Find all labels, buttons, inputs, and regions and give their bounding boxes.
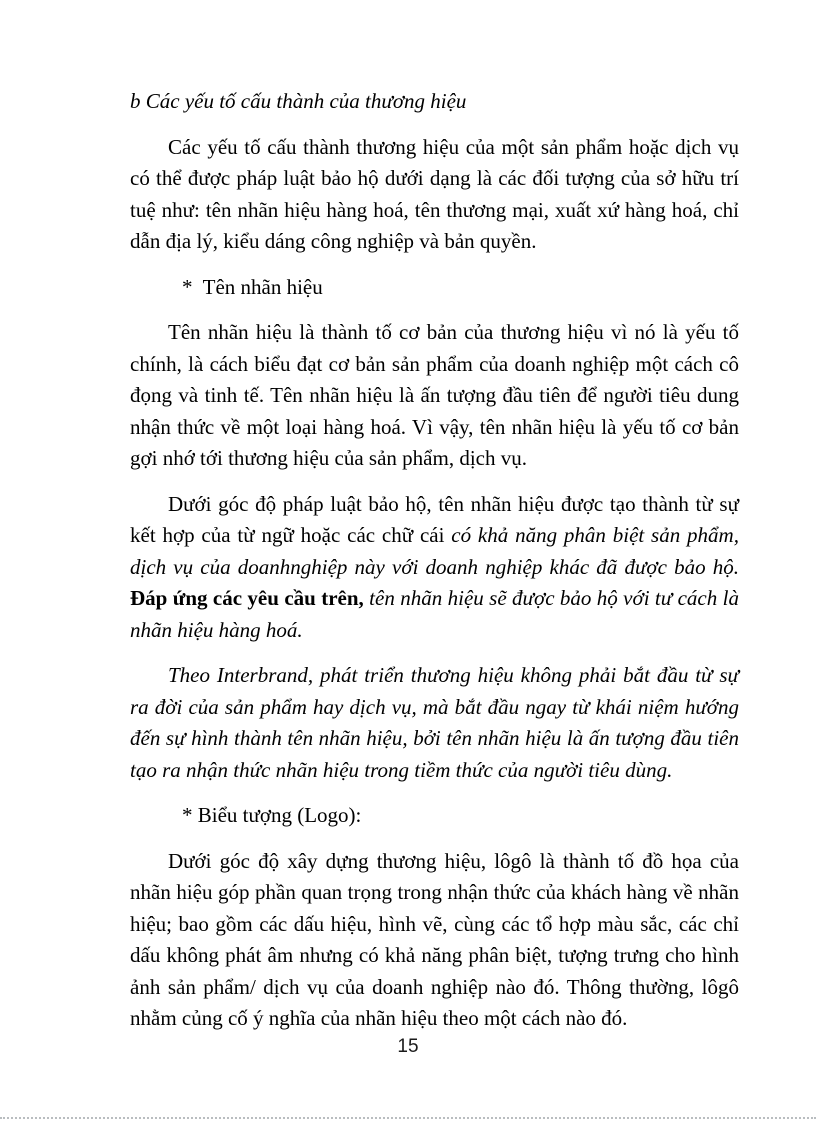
page-number: 15: [397, 1036, 419, 1057]
text-run-italic: b Các yếu tố cấu thành của thương hiệu: [130, 89, 467, 113]
text-run-regular: * Tên nhãn hiệu: [182, 274, 323, 299]
text-run-regular: * Biểu tượng (Logo):: [182, 803, 362, 827]
paragraph: [130, 846, 739, 1035]
text-run-italic: có khả năng phân biệt sản phẩm, dịch vụ của doanhnghiệp này với doanh nghiệp khác đã được bảo hộ.: [130, 523, 739, 579]
paragraph: [130, 317, 739, 475]
page-footer: [0, 1036, 816, 1058]
paragraph: [130, 132, 739, 258]
heading: [130, 86, 739, 118]
text-run-italic: Theo Interbrand, phát triển thương hiệu không phải bắt đầu từ sự ra đời của sản phẩm hay dịch vụ, mà bắt đầu ngay từ khái niệm hướng đến sự hình thành tên nhãn hiệu, bởi tên nhãn hiệu là ấn tượng đầu tiên tạo ra nhận thức nhãn hiệu trong tiềm thức của người tiêu dùng.: [130, 663, 739, 782]
page-boundary-dotted-line: [0, 1117, 816, 1119]
text-run-regular: Dưới góc độ xây dựng thương hiệu, lôgô là thành tố đồ họa của nhãn hiệu góp phần quan trọng trong nhận thức của khách hàng về nhãn hiệu; bao gồm các dấu hiệu, hình vẽ, cùng các tổ hợp màu sắc, các chỉ dấu không phát âm nhưng có khả năng phân biệt, tượng trưng cho hình ảnh sản phẩm/ dịch vụ của doanh nghiệp nào đó. Thông thường, lôgô nhằm củng cố ý nghĩa của nhãn hiệu theo một cách nào đó.: [130, 848, 739, 1030]
text-run-regular: Tên nhãn hiệu là thành tố cơ bản của thương hiệu vì nó là yếu tố chính, là cách biểu đạt cơ bản sản phẩm của doanh nghiệp một cách cô đọng và tinh tế. Tên nhãn hiệu là ấn tượng đầu tiên để người tiêu dung nhận thức về một loại hàng hoá. Vì vậy, tên nhãn hiệu là yếu tố cơ bản gợi nhớ tới thương hiệu của sản phẩm, dịch vụ.: [130, 320, 739, 470]
paragraph: [130, 489, 739, 647]
text-run-regular: Dưới góc độ pháp luật bảo hộ, tên nhãn hiệu được tạo thành từ sự kết hợp của từ ngữ hoặc các chữ cái: [130, 491, 739, 547]
subheading: [130, 272, 739, 304]
text-run-italic: tên nhãn hiệu sẽ được bảo hộ với tư cách là nhãn hiệu hàng hoá.: [130, 586, 739, 642]
subheading: [130, 800, 739, 832]
document-content: [130, 86, 739, 1049]
paragraph: [130, 660, 739, 786]
text-run-regular: Các yếu tố cấu thành thương hiệu của một sản phẩm hoặc dịch vụ có thể được pháp luật bảo hộ dưới dạng là các đối tượng của sở hữu trí tuệ như: tên nhãn hiệu hàng hoá, tên thương mại, xuất xứ hàng hoá, chỉ dẫn địa lý, kiểu dáng công nghiệp và bản quyền.: [130, 134, 739, 253]
text-run-bold: Đáp ứng các yêu cầu trên,: [130, 586, 364, 610]
